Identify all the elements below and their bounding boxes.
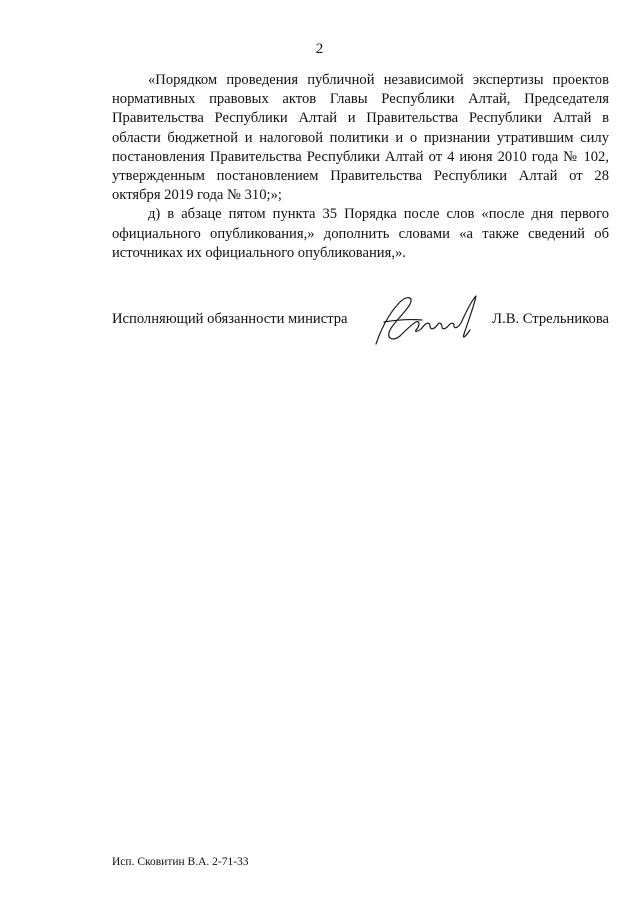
signature-block (112, 292, 612, 352)
signer-name: Л.В. Стрельникова (492, 311, 609, 327)
page-number: 2 (315, 41, 324, 57)
document-body (112, 71, 609, 263)
signer-position: Исполняющий обязанности министра (112, 311, 348, 327)
handwritten-signature (370, 292, 482, 348)
paragraph-order-title: «Порядком проведения публичной независимой экспертизы проектов нормативных правовых актов Главы Республики Алтай, Председателя Правительства Республики Алтай и Правительства Республики Алтай в области бюджетной и налоговой политики и о признании утратившим силу постановления Правительства Республики Алтай от 4 июня 2010 года № 102, утвержденным постановлением Правительства Республики Алтай от 28 октября 2019 года № 310;»; (112, 72, 609, 204)
executor-footer: Исп. Сковитин В.А. 2-71-33 (112, 856, 249, 868)
paragraph-amendment-d: д) в абзаце пятом пункта 35 Порядка после слов «после дня первого официального опубликования,» дополнить словами «а также сведений об источниках их официального опубликования,». (112, 206, 609, 261)
